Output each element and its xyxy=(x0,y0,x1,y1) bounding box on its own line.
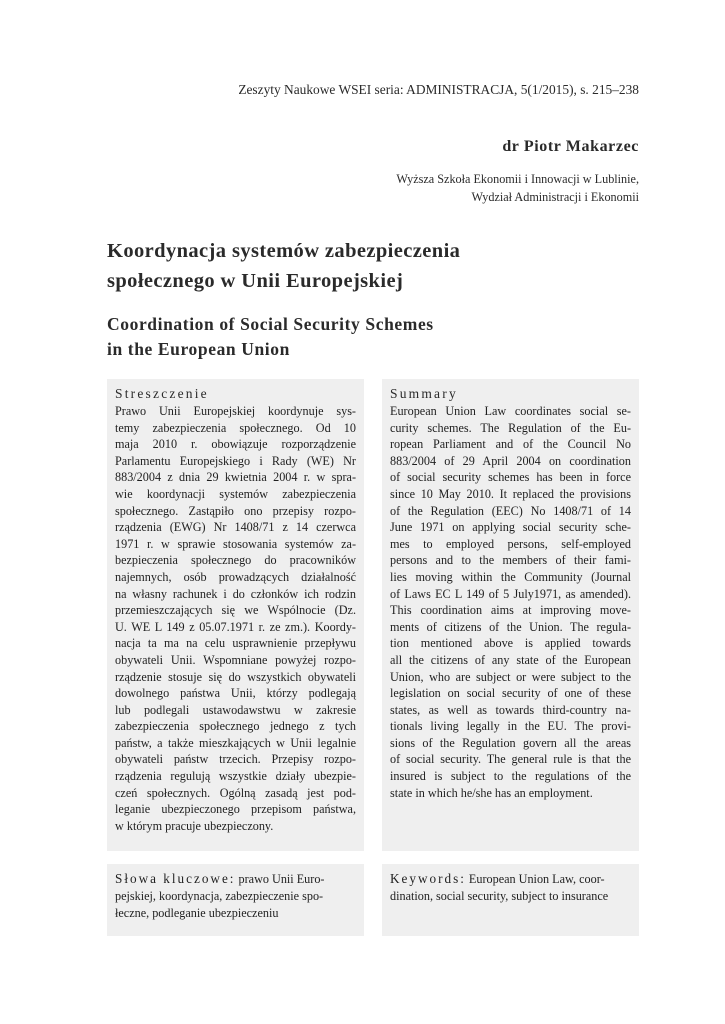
keywords-english-first-line xyxy=(390,871,631,888)
title-english-line: Coordination of Social Security Schemes xyxy=(107,314,434,334)
title-english-line: in the European Union xyxy=(107,339,290,359)
author-name: dr Piotr Makarzec xyxy=(502,138,639,155)
abstract-english-line: mes to employed persons, self-employed xyxy=(390,536,631,551)
keywords-polish-content xyxy=(107,864,364,921)
abstract-polish-line: rządzenia (EWG) Nr 1408/71 z 14 czerwca xyxy=(115,520,356,535)
abstract-polish-line: przemieszczających się we Wspólnocie (Dz. xyxy=(115,603,356,618)
author-affiliation xyxy=(279,170,639,206)
abstract-polish-line: dowolnego państwa Unii, którzy podlegają xyxy=(115,686,356,701)
abstract-polish-line: temy zabezpieczenia społecznego. Od 10 xyxy=(115,420,356,435)
abstract-polish-line: 883/2004 z dnia 29 kwietnia 2004 r. w spra- xyxy=(115,470,356,485)
title-polish xyxy=(107,236,627,296)
abstract-english-line: tion mentioned above is applied towards xyxy=(390,636,631,651)
abstract-english-line: European Union Law coordinates social se- xyxy=(390,404,631,418)
title-english xyxy=(107,312,627,362)
affiliation-line: Wyższa Szkoła Ekonomii i Innowacji w Lublinie, xyxy=(396,172,639,186)
abstract-english-line: of social security schemes has been in force xyxy=(390,470,631,485)
abstract-english-line: sions of the Regulation govern all the areas xyxy=(390,735,631,750)
abstract-polish-line: na własny rachunek i do członków ich rodzin xyxy=(115,586,356,601)
abstract-english-heading: Summary xyxy=(390,386,458,401)
abstract-polish-line: maja 2010 r. obowiązuje rozporządzenie xyxy=(115,437,356,452)
abstract-english-line: curity schemes. The Regulation of the Eu- xyxy=(390,420,631,435)
abstract-english-content xyxy=(382,379,639,801)
abstract-english-line: legislation on social security of one of these xyxy=(390,686,631,701)
abstract-polish-line: obywateli państw trzecich. Przepisy rozpo- xyxy=(115,752,356,767)
abstract-english-line: ropean Parliament and of the Council No xyxy=(390,437,631,452)
abstract-polish-line: najemnych, osób prowadzących działalność xyxy=(115,569,356,584)
abstract-polish-line: rządzenie stosuje się do wszystkich obywateli xyxy=(115,669,356,684)
abstract-english-line: persons and to the members of their fami- xyxy=(390,553,631,568)
journal-citation: Zeszyty Naukowe WSEI seria: ADMINISTRACJA, 5(1/2015), s. 215–238 xyxy=(238,82,639,97)
abstract-polish-heading: Streszczenie xyxy=(115,386,209,401)
abstract-polish-box xyxy=(107,379,364,851)
abstract-english-line: since 10 May 2010. It replaced the provisions xyxy=(390,486,631,501)
keywords-polish-label: Słowa kluczowe: xyxy=(115,871,236,886)
abstract-polish-line: państw, a także mieszkających w Unii legalnie xyxy=(115,735,356,750)
abstract-english-line: lies moving within the Community (Journal xyxy=(390,569,631,584)
abstract-english-line: state in which he/she has an employment. xyxy=(390,785,593,800)
affiliation-line: Wydział Administracji i Ekonomii xyxy=(471,190,639,204)
abstract-english-line: insured is subject to the regulations of the xyxy=(390,769,631,784)
keywords-english-line: dination, social security, subject to insurance xyxy=(390,888,609,903)
title-polish-line: Koordynacja systemów zabezpieczenia xyxy=(107,240,461,262)
abstract-polish-line: czeń społecznych. Ogólną zasadą jest pod- xyxy=(115,785,356,800)
keywords-polish-text: prawo Unii Euro- xyxy=(235,872,325,886)
abstract-english-line: of social security. The general rule is that the xyxy=(390,752,631,767)
abstract-english-line: ments of citizens of the Union. The regula- xyxy=(390,619,631,634)
keywords-polish-first-line xyxy=(115,871,356,888)
abstract-english-line: all the citizens of any state of the European xyxy=(390,652,631,667)
abstract-polish-line: obywateli Unii. Wspomniane powyżej rozpo- xyxy=(115,652,356,667)
abstract-english-line: of the Regulation (EEC) No 1408/71 of 14 xyxy=(390,503,631,518)
abstract-polish-line: 1971 r. w sprawie stosowania systemów za- xyxy=(115,536,356,551)
abstract-polish-line: bezpieczenia społecznego do pracowników xyxy=(115,553,356,568)
keywords-english-content xyxy=(382,864,639,905)
abstract-polish-line: zabezpieczenia społecznego jednego z tych xyxy=(115,719,356,734)
abstract-polish-line: lub podlegali ustawodawstwu w zakresie xyxy=(115,702,356,717)
keywords-english-label: Keywords: xyxy=(390,871,466,886)
abstract-polish-line: Prawo Unii Europejskiej koordynuje sys- xyxy=(115,404,356,418)
abstract-english-line: 883/2004 of 29 April 2004 on coordination xyxy=(390,453,631,468)
abstract-polish-line: rządzenia regulują wszystkie działy ubezpie- xyxy=(115,769,356,784)
keywords-polish-line: łeczne, podleganie ubezpieczeniu xyxy=(115,905,279,920)
abstract-polish-line: U. WE L 149 z 05.07.1971 r. ze zm.). Koordy- xyxy=(115,619,356,634)
abstract-polish-content xyxy=(107,379,364,834)
title-polish-line: społecznego w Unii Europejskiej xyxy=(107,270,404,292)
abstract-english-box xyxy=(382,379,639,851)
abstract-english-line: This coordination aims at improving move- xyxy=(390,603,631,618)
abstract-polish-line: Parlamentu Europejskiego i Rady (WE) Nr xyxy=(115,453,356,468)
abstract-english-line: of Laws EC L 149 of 5 July1971, as amended). xyxy=(390,586,631,601)
abstract-polish-line: w którym pracuje ubezpieczony. xyxy=(115,818,274,833)
keywords-polish-box xyxy=(107,864,364,936)
abstract-english-line: Union, who are subject or were subject to the xyxy=(390,669,631,684)
abstract-english-line: states, as well as towards third-country na- xyxy=(390,702,631,717)
abstract-english-line: tionals living legally in the EU. The provi- xyxy=(390,719,631,734)
keywords-english-text: European Union Law, coor- xyxy=(465,872,605,886)
abstract-polish-line: społecznego. Zastąpiło ono przepisy rozpo- xyxy=(115,503,356,518)
abstract-polish-line: nacja ta ma na celu usprawnienie przepływu xyxy=(115,636,356,651)
keywords-polish-line: pejskiej, koordynacja, zabezpieczenie spo- xyxy=(115,888,324,903)
keywords-english-box xyxy=(382,864,639,936)
abstract-polish-line: leganie ubezpieczonego przepisom państwa, xyxy=(115,802,356,817)
abstract-polish-line: wie koordynacji systemów zabezpieczenia xyxy=(115,486,356,501)
abstract-english-line: June 1971 on applying social security sche- xyxy=(390,520,631,535)
